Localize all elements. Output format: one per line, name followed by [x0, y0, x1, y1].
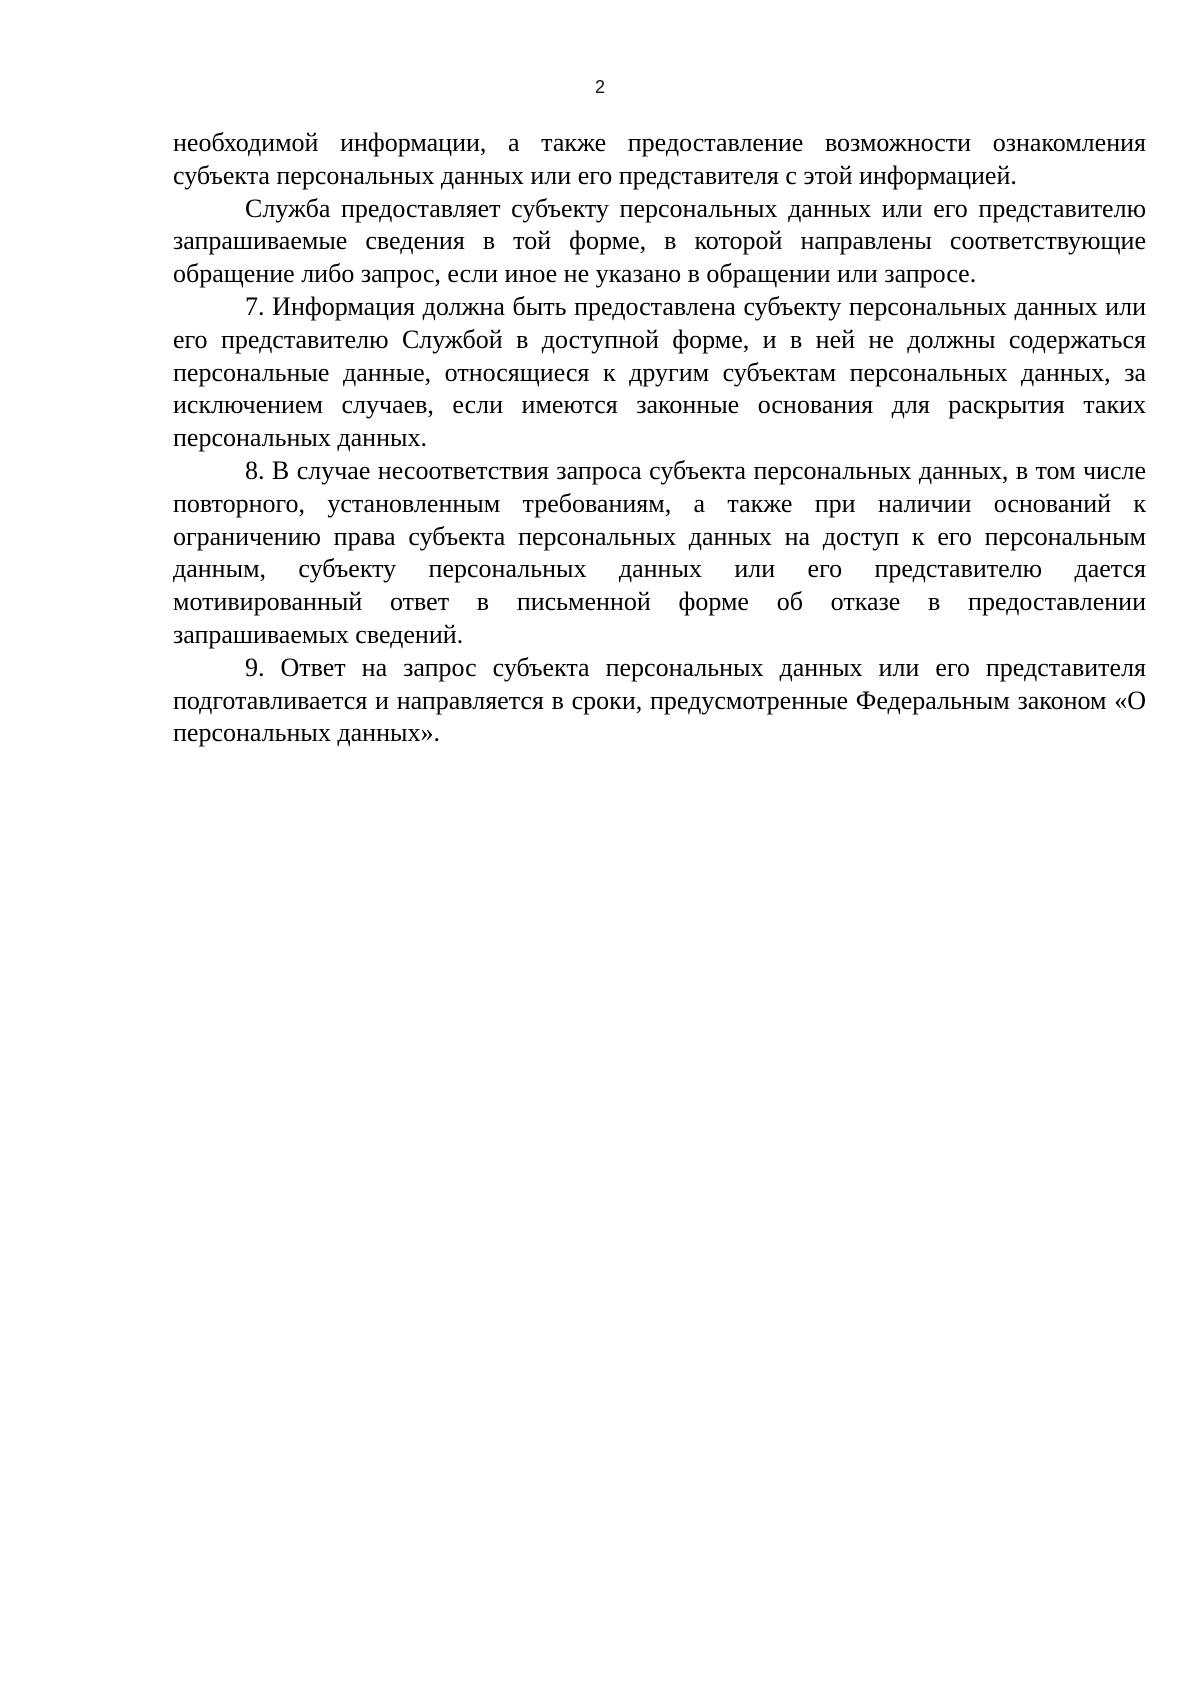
paragraph-item-9: 9. Ответ на запрос субъекта персональных данных или его представителя подготавливается и направляется в сроки, предусмотренные Федеральным законом «О персональных данных». [173, 652, 1146, 748]
paragraph-item-7: 7. Информация должна быть предоставлена субъекту персональных данных или его представителю Службой в доступной форме, и в ней не должны содержаться персональные данные, относящиеся к другим субъектам персональных данных, за исключением случаев, если имеются законные основания для раскрытия таких персональных данных. [173, 291, 1146, 453]
page-number: 2 [594, 77, 605, 97]
paragraph-continuation: необходимой информации, а также предоставление возможности ознакомления субъекта персональных данных или его представителя с этой информацией. [173, 128, 1146, 190]
paragraph-service-provides: Служба предоставляет субъекту персональных данных или его представителю запрашиваемые сведения в той форме, в которой направлены соответствующие обращение либо запрос, если иное не указано в обращении или запросе. [173, 193, 1146, 289]
paragraph-item-8: 8. В случае несоответствия запроса субъекта персональных данных, в том числе повторного, установленным требованиям, а также при наличии оснований к ограничению права субъекта персональных данных на доступ к его персональным данным, субъекту персональных данных или его представителю дается мотивированный ответ в письменной форме об отказе в предоставлении запрашиваемых сведений. [173, 455, 1146, 649]
document-body [173, 127, 1146, 750]
